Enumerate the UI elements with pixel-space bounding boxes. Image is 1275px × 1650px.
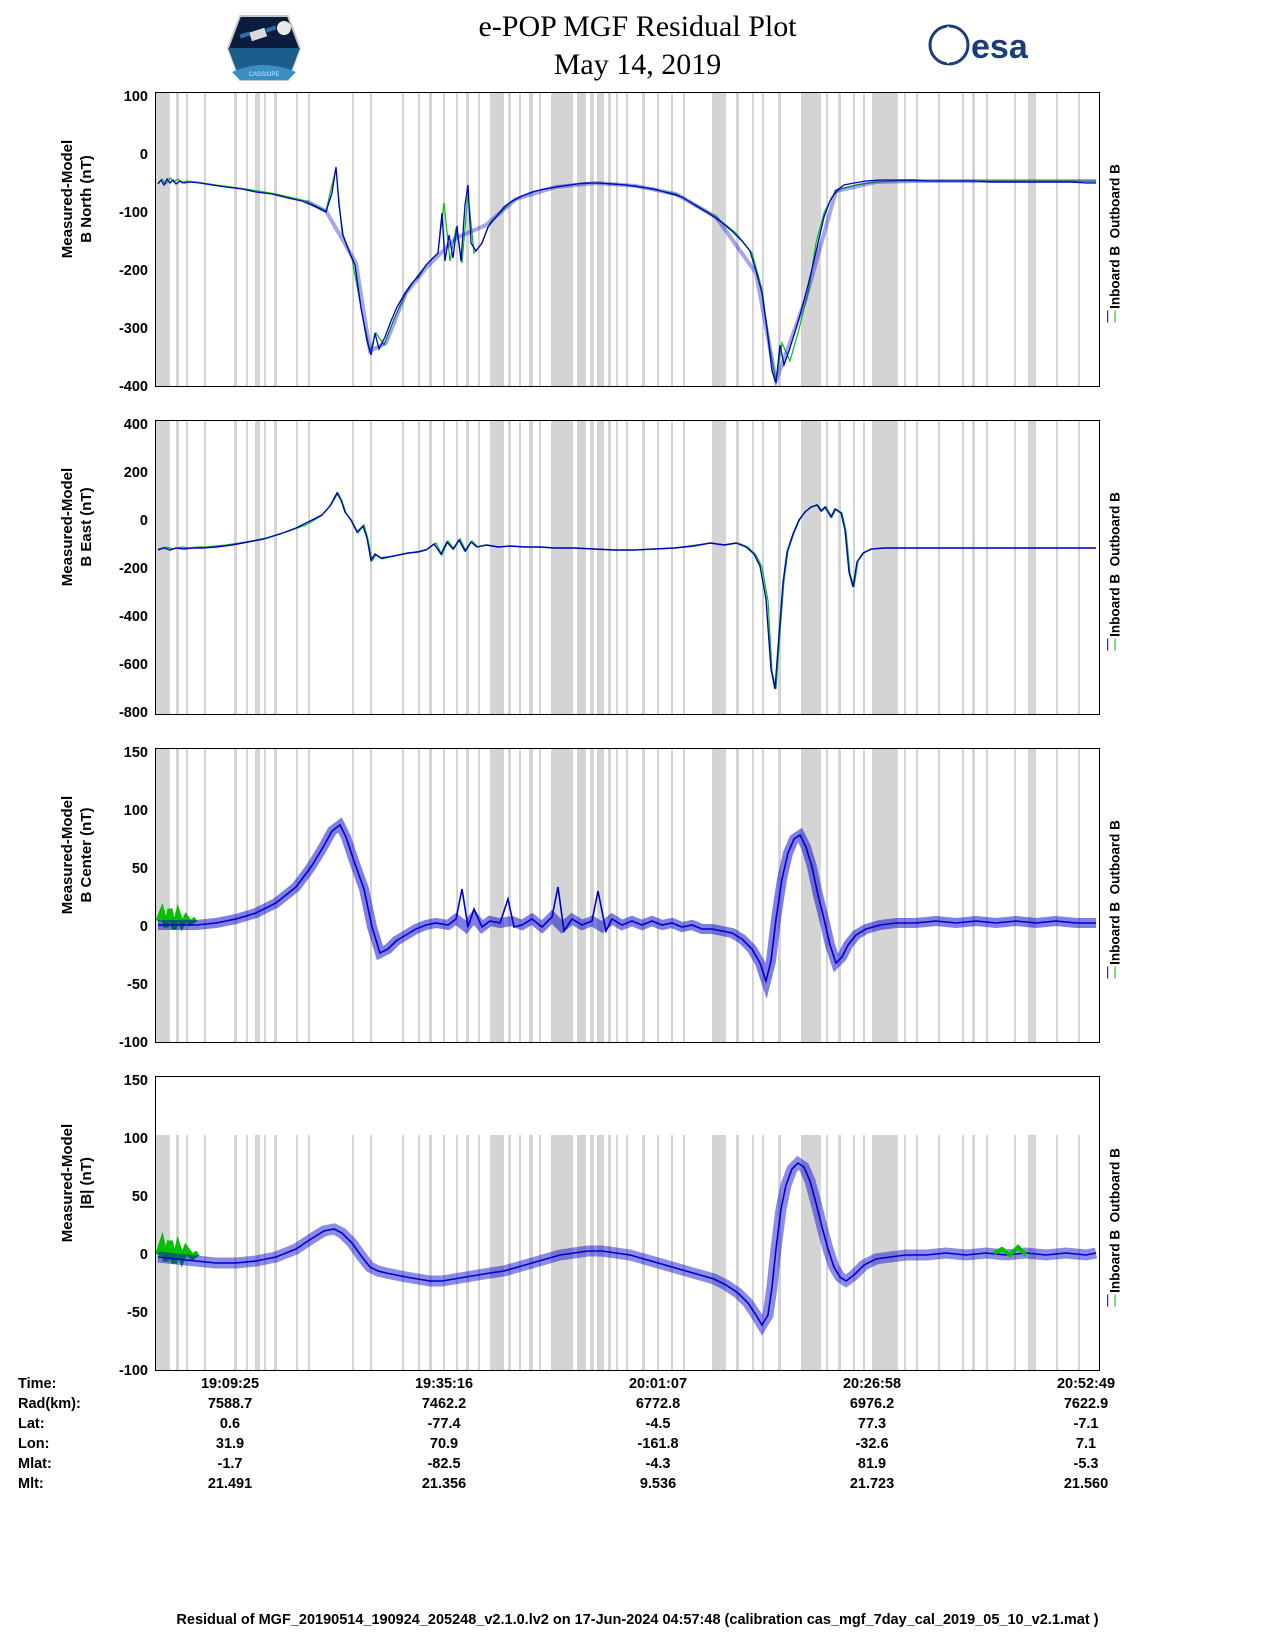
ytick-b-east-5: -600 <box>118 657 148 673</box>
chart-panel-b-north <box>155 92 1100 387</box>
lat-value-2: -77.4 <box>427 1416 461 1432</box>
legend-keys-b-east: || <box>1106 636 1121 651</box>
y-axis-label-b-magnitude: Measured-Model |B| (nT) <box>59 1123 95 1243</box>
y-axis-label-b-center: Measured-Model B Center (nT) <box>59 795 95 915</box>
mlat-value-1: -1.7 <box>217 1456 243 1472</box>
y-axis-label-b-north: Measured-Model B North (nT) <box>59 139 95 259</box>
rad-value-3: 6772.8 <box>635 1396 681 1412</box>
ytick-b-north-0: 100 <box>123 89 148 105</box>
ytick-b-east-2: 0 <box>139 513 148 529</box>
lat-value-4: 77.3 <box>857 1416 887 1432</box>
plot-area-b-magnitude <box>156 1077 1099 1370</box>
ytick-b-magnitude-0: 150 <box>123 1073 148 1089</box>
page-header <box>0 0 1275 92</box>
ytick-b-magnitude-1: 100 <box>123 1131 148 1147</box>
ytick-b-north-4: -300 <box>118 321 148 337</box>
ytick-b-magnitude-5: -100 <box>118 1363 148 1379</box>
legend-labels-b-east: Inboard B Outboard B <box>1107 492 1123 637</box>
legend-keys-b-north: || <box>1106 308 1121 323</box>
title-line-1: e-POP MGF Residual Plot <box>478 10 797 43</box>
legend-keys-b-magnitude: || <box>1106 1292 1121 1307</box>
ytick-b-east-4: -400 <box>118 609 148 625</box>
ytick-b-magnitude-2: 50 <box>131 1189 148 1205</box>
time-value-1: 19:09:25 <box>200 1376 260 1392</box>
ytick-b-north-1: 0 <box>139 147 148 163</box>
lat-value-1: 0.6 <box>219 1416 241 1432</box>
row-label-mlat: Mlat: <box>18 1456 52 1472</box>
legend-labels-b-center: Inboard B Outboard B <box>1107 820 1123 965</box>
time-value-3: 20:01:07 <box>628 1376 688 1392</box>
mlt-value-2: 21.356 <box>421 1476 467 1492</box>
time-value-2: 19:35:16 <box>414 1376 474 1392</box>
ytick-b-north-2: -100 <box>118 205 148 221</box>
rad-value-4: 6976.2 <box>849 1396 895 1412</box>
lon-value-2: 70.9 <box>429 1436 459 1452</box>
time-value-4: 20:26:58 <box>842 1376 902 1392</box>
table-row <box>18 1394 1193 1414</box>
mlt-value-5: 21.560 <box>1063 1476 1109 1492</box>
ytick-b-north-3: -200 <box>118 263 148 279</box>
ytick-b-center-4: -50 <box>127 977 148 993</box>
title-line-2: May 14, 2019 <box>553 48 722 81</box>
plot-area-b-east <box>156 421 1099 714</box>
ytick-b-center-5: -100 <box>118 1035 148 1051</box>
rad-value-2: 7462.2 <box>421 1396 467 1412</box>
footer-caption: Residual of MGF_20190514_190924_205248_v2.1.0.lv2 on 17-Jun-2024 04:57:48 (calibration cas_mgf_7day_cal_2019_05_10_v2.1.mat ) <box>176 1612 1099 1628</box>
esa-logo-text: esa <box>971 28 1028 66</box>
mlat-value-3: -4.3 <box>645 1456 671 1472</box>
y-axis-label-b-east: Measured-Model B East (nT) <box>59 467 95 587</box>
plot-area-b-north <box>156 93 1099 386</box>
mlt-value-3: 9.536 <box>639 1476 677 1492</box>
legend-labels-b-magnitude: Inboard B Outboard B <box>1107 1148 1123 1293</box>
svg-text:CASSIOPE: CASSIOPE <box>248 72 280 78</box>
rad-value-1: 7588.7 <box>207 1396 253 1412</box>
lon-value-1: 31.9 <box>215 1436 245 1452</box>
rad-value-5: 7622.9 <box>1063 1396 1109 1412</box>
time-value-5: 20:52:49 <box>1056 1376 1116 1392</box>
mlt-value-4: 21.723 <box>849 1476 895 1492</box>
ytick-b-magnitude-4: -50 <box>127 1305 148 1321</box>
lat-value-5: -7.1 <box>1073 1416 1099 1432</box>
ephemeris-table <box>0 1374 1275 1494</box>
esa-logo-icon <box>925 22 1047 68</box>
row-label-time: Time: <box>18 1376 57 1392</box>
lat-value-3: -4.5 <box>645 1416 671 1432</box>
table-row <box>18 1454 1193 1474</box>
table-row <box>18 1414 1193 1434</box>
page-title <box>0 8 1275 84</box>
row-label-rad: Rad(km): <box>18 1396 81 1412</box>
ytick-b-east-3: -200 <box>118 561 148 577</box>
row-label-mlt: Mlt: <box>18 1476 44 1492</box>
legend-labels-b-north: Inboard B Outboard B <box>1107 164 1123 309</box>
chart-panel-b-center <box>155 748 1100 1043</box>
ytick-b-east-1: 200 <box>123 465 148 481</box>
legend-keys-b-center: || <box>1106 964 1121 979</box>
mlat-value-2: -82.5 <box>427 1456 461 1472</box>
row-label-lat: Lat: <box>18 1416 45 1432</box>
chart-panel-b-east <box>155 420 1100 715</box>
ytick-b-center-2: 50 <box>131 861 148 877</box>
row-label-lon: Lon: <box>18 1436 50 1452</box>
ytick-b-magnitude-3: 0 <box>139 1247 148 1263</box>
ytick-b-north-5: -400 <box>118 379 148 395</box>
ytick-b-center-1: 100 <box>123 803 148 819</box>
lon-value-4: -32.6 <box>855 1436 889 1452</box>
chart-panel-b-magnitude <box>155 1076 1100 1371</box>
ytick-b-center-0: 150 <box>123 745 148 761</box>
ytick-b-center-3: 0 <box>139 919 148 935</box>
ytick-b-east-0: 400 <box>123 417 148 433</box>
table-row <box>18 1374 1193 1394</box>
ytick-b-east-6: -800 <box>118 705 148 721</box>
mlat-value-5: -5.3 <box>1073 1456 1099 1472</box>
table-row <box>18 1474 1193 1494</box>
table-row <box>18 1434 1193 1454</box>
lon-value-3: -161.8 <box>637 1436 679 1452</box>
lon-value-5: 7.1 <box>1075 1436 1097 1452</box>
mlat-value-4: 81.9 <box>857 1456 887 1472</box>
plot-area-b-center <box>156 749 1099 1042</box>
mlt-value-1: 21.491 <box>207 1476 253 1492</box>
